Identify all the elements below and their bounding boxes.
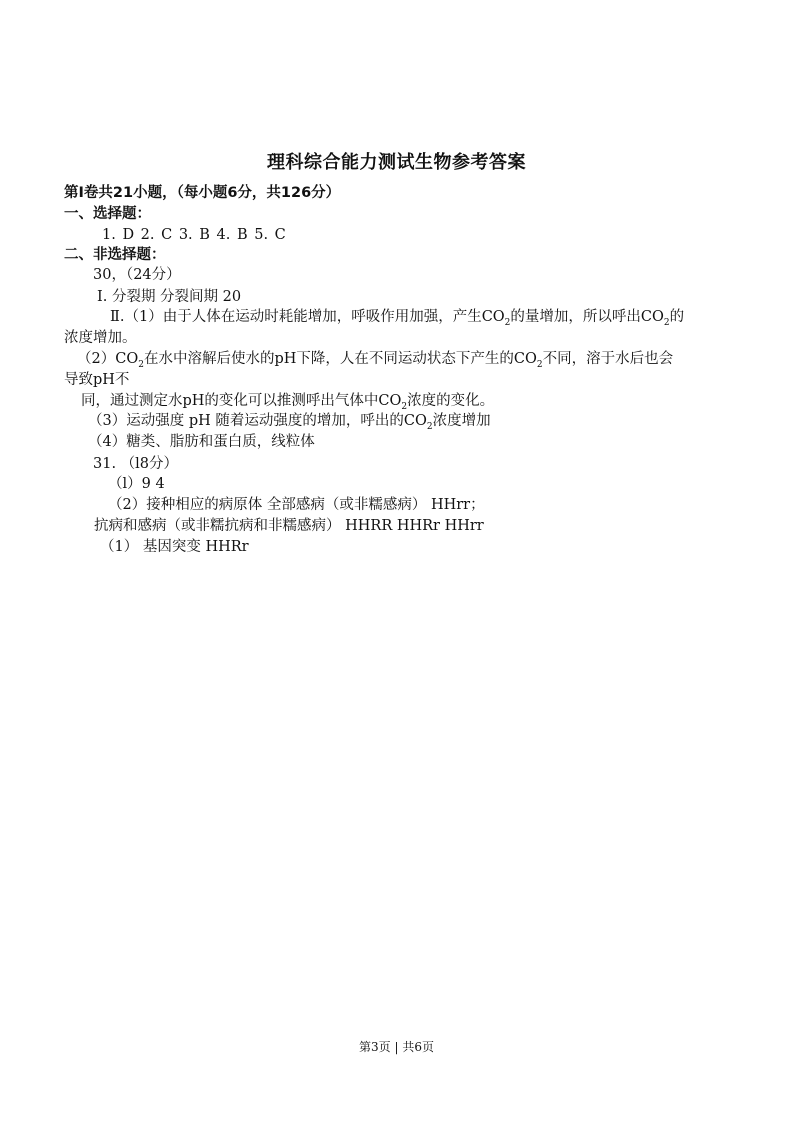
exam-summary: 第Ⅰ卷共21小题，（每小题6分，共126分） [64,185,341,201]
section1-answers: 1. D 2. C 3. B 4. B 5. C [102,227,286,243]
q30-part2-line1: Ⅱ.（1）由于人体在运动时耗能增加，呼吸作用加强，产生$CO_2$的量增加，所以呼出$CO_2$的 [110,309,685,328]
q30-part2-line2: 浓度增加。 [64,330,137,346]
q30-p3: （3）运动强度 pH 随着运动强度的增加，呼出的$CO_2$浓度增加 [88,413,491,432]
q30-p2-line1: $(2)CO_2$在水中溶解后使水的pH下降，人在不同运动状态下产生的$CO_2$不同，溶于水后也会 [77,351,674,370]
q31-p2: （2）接种相应的病原体 全部感病（或非糯感病） HHrr； [108,497,485,513]
q31-header: 31. （l8分） [93,456,179,472]
section2-heading: 二、非选择题： [64,247,166,263]
q31-p3: （1） 基因突变 HHRr [100,539,249,555]
q30-header: 30，（24分） [93,267,181,283]
q31-p1: （l）9 4 [108,476,165,492]
q31-p2-cont: 抗病和感病（或非糯抗病和非糯感病） HHRR HHRr HHrr [94,518,484,534]
page-footer: 第3页 | 共6页 [359,1040,434,1054]
q30-p4: （4）糖类、脂肪和蛋白质，线粒体 [88,434,315,450]
q30-p2-line3: 同，通过测定水pH的变化可以推测呼出气体中$CO_2$浓度的变化。 [81,393,495,412]
section1-heading: 一、选择题： [64,206,151,222]
page-title: 理科综合能力测试生物参考答案 [267,152,526,173]
q30-p2-line2: 导致pH不 [64,372,130,388]
q30-part1: Ⅰ. 分裂期 分裂间期 20 [97,289,242,305]
